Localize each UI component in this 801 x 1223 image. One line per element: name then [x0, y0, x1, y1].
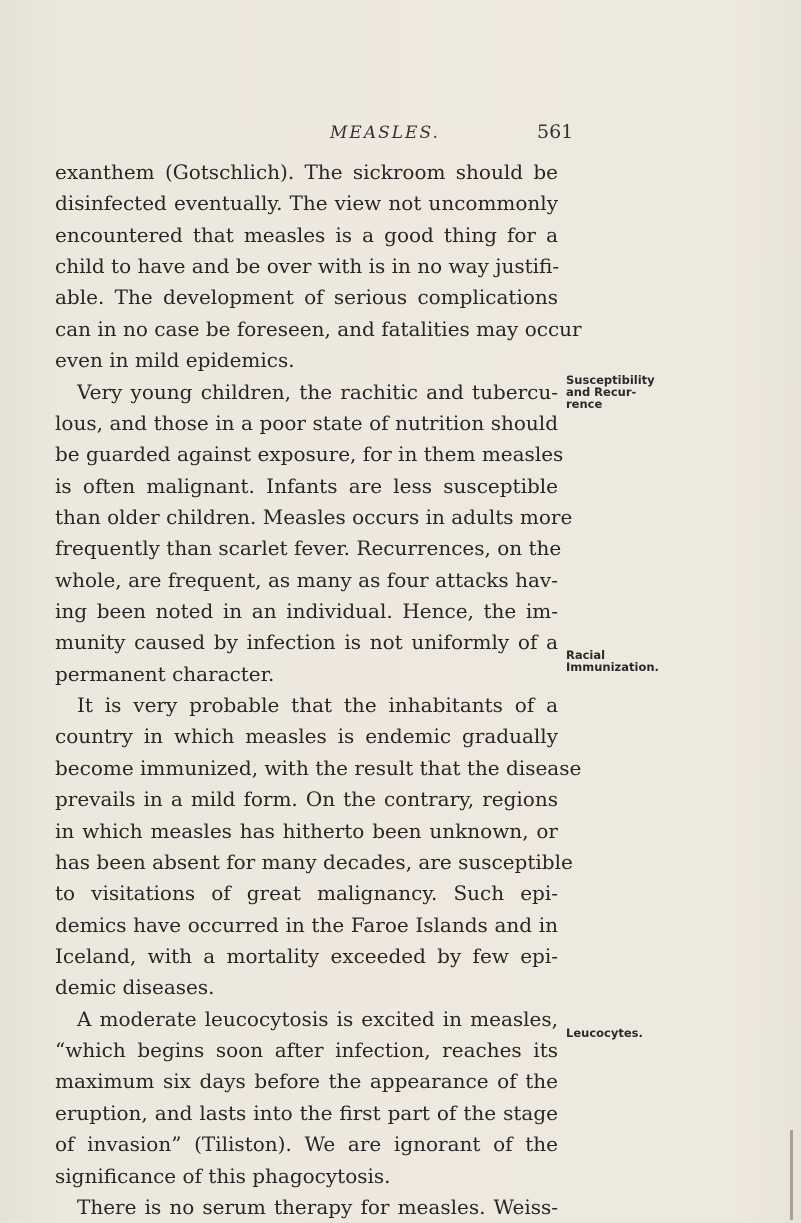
text-line: is often malignant. Infants are less susceptible [55, 473, 558, 498]
text-line: to visitations of great malignancy. Such epi- [55, 881, 558, 906]
sidenote-racial-immunization [566, 649, 659, 673]
sidenote-line: rence [566, 397, 603, 411]
sidenote-line: Susceptibility [566, 373, 655, 387]
text-line: There is no serum therapy for measles. Weiss- [77, 1194, 558, 1219]
sidenote-susceptibility [566, 374, 655, 410]
sidenote-line: Leucocytes. [566, 1026, 643, 1040]
page-number: 561 [537, 121, 574, 143]
text-line: able. The development of serious complications [55, 285, 558, 310]
text-line: eruption, and lasts into the first part of the stage [55, 1100, 558, 1125]
sidenote-leucocytes [566, 1027, 643, 1039]
text-line: demics have occurred in the Faroe Islands and in [55, 912, 558, 937]
text-line: has been absent for many decades, are susceptible [55, 849, 573, 874]
text-line: in which measles has hitherto been unknown, or [55, 818, 558, 843]
sidenote-line: and Recur- [566, 385, 637, 399]
text-line: encountered that measles is a good thing for a [55, 222, 558, 247]
text-line: exanthem (Gotschlich). The sickroom should be [55, 160, 558, 184]
sidenote-line: Racial [566, 648, 606, 662]
text-line: disinfected eventually. The view not uncommonly [55, 191, 558, 216]
text-line: of invasion” (Tiliston). We are ignorant of the [55, 1132, 558, 1157]
text-line: “which begins soon after infection, reaches its [55, 1038, 558, 1063]
text-line: frequently than scarlet fever. Recurrences, on the [55, 536, 562, 561]
text-line: even in mild epidemics. [55, 348, 295, 373]
running-head: MEASLES. [330, 123, 440, 143]
sidenote-line: Immunization. [566, 660, 659, 674]
text-line: demic diseases. [55, 975, 215, 1000]
text-line: be guarded against exposure, for in them measles [55, 442, 564, 467]
text-line: Very young children, the rachitic and tubercu- [77, 379, 558, 404]
text-line: A moderate leucocytosis is excited in measles, [77, 1006, 558, 1031]
text-line: country in which measles is endemic gradually [55, 724, 558, 749]
text-line: Iceland, with a mortality exceeded by few epi- [55, 943, 558, 968]
text-line: ing been noted in an individual. Hence, the im- [55, 599, 558, 624]
text-line: become immunized, with the result that the disease [55, 755, 582, 780]
text-line: prevails in a mild form. On the contrary, regions [55, 787, 558, 812]
text-line: munity caused by infection is not uniformly of a [55, 630, 558, 655]
text-line: permanent character. [55, 661, 275, 686]
body-text [55, 157, 582, 1223]
text-line: than older children. Measles occurs in adults more [55, 504, 573, 529]
text-line: lous, and those in a poor state of nutrition should [55, 410, 558, 435]
text-line: significance of this phagocytosis. [55, 1163, 391, 1188]
text-line: maximum six days before the appearance of the [55, 1069, 558, 1094]
text-line: can in no case be foreseen, and fatalities may occur [55, 316, 582, 341]
text-line: child to have and be over with is in no way justifi- [55, 254, 560, 279]
text-line: It is very probable that the inhabitants of a [77, 693, 558, 718]
page-edge-shadow [790, 1130, 793, 1220]
text-line: whole, are frequent, as many as four attacks hav- [55, 567, 558, 592]
